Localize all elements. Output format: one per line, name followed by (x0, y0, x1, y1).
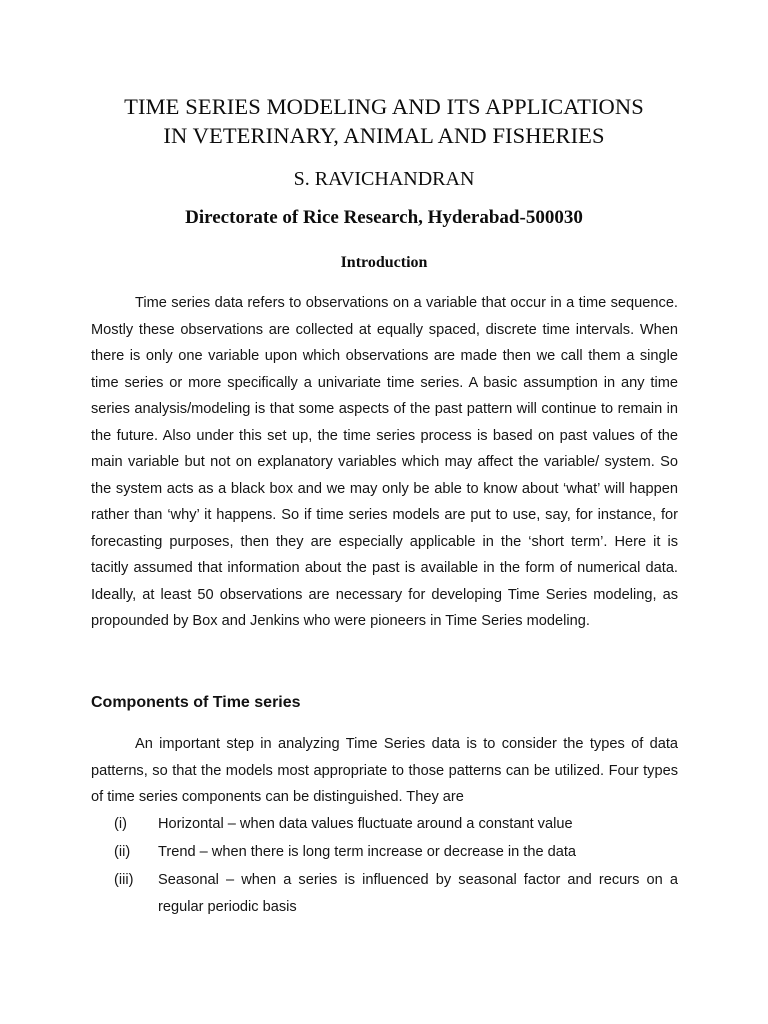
components-heading: Components of Time series (91, 694, 301, 711)
paper-title-line-1: TIME SERIES MODELING AND ITS APPLICATIONS (124, 94, 644, 119)
list-item (91, 811, 678, 838)
list-item-text: Trend – when there is long term increase or decrease in the data (158, 844, 577, 860)
list-item-text: Horizontal – when data values fluctuate around a constant value (158, 816, 573, 832)
author-affiliation: Directorate of Rice Research, Hyderabad-500030 (185, 207, 583, 228)
components-section (91, 731, 678, 811)
components-list (91, 811, 678, 922)
paper-title (40, 92, 728, 150)
introduction-section (91, 290, 678, 670)
list-item (91, 867, 678, 920)
introduction-paragraph: Time series data refers to observations on a variable that occur in a time sequence. Mostly these observations are collected at equally spaced, discrete time intervals. When there is only one variable upon which observations are made then we call them a single time series or more specifically a univariate time series. A basic assumption in any time series analysis/modeling is that some aspects of the past pattern will continue to remain in the future. Also under this set up, the time series process is based on past values of the main variable but not on explanatory variables which may affect the variable/ system. So the system acts as a black box and we may only be able to know about ‘what’ will happen rather than ‘why’ it happens. So if time series models are put to use, say, for instance, for forecasting purposes, then they are especially applicable in the ‘short term’. Here it is tacitly assumed that information about the past is available in the form of numerical data. Ideally, at least 50 observations are necessary for developing Time Series modeling, as propounded by Box and Jenkins who were pioneers in Time Series modeling. (91, 295, 678, 629)
list-item-marker: (iii) (114, 872, 134, 888)
list-item-text: Seasonal – when a series is influenced by seasonal factor and recurs on a regular periodic basis (158, 872, 678, 915)
components-paragraph: An important step in analyzing Time Series data is to consider the types of data patterns, so that the models most appropriate to those patterns can be utilized. Four types of time series components can be distinguished. They are (91, 736, 678, 805)
paper-title-line-2: IN VETERINARY, ANIMAL AND FISHERIES (163, 123, 605, 148)
list-item (91, 839, 678, 866)
list-item-marker: (i) (114, 816, 127, 832)
author-name: S. RAVICHANDRAN (293, 168, 475, 190)
list-item-marker: (ii) (114, 844, 131, 860)
introduction-heading: Introduction (340, 254, 428, 271)
